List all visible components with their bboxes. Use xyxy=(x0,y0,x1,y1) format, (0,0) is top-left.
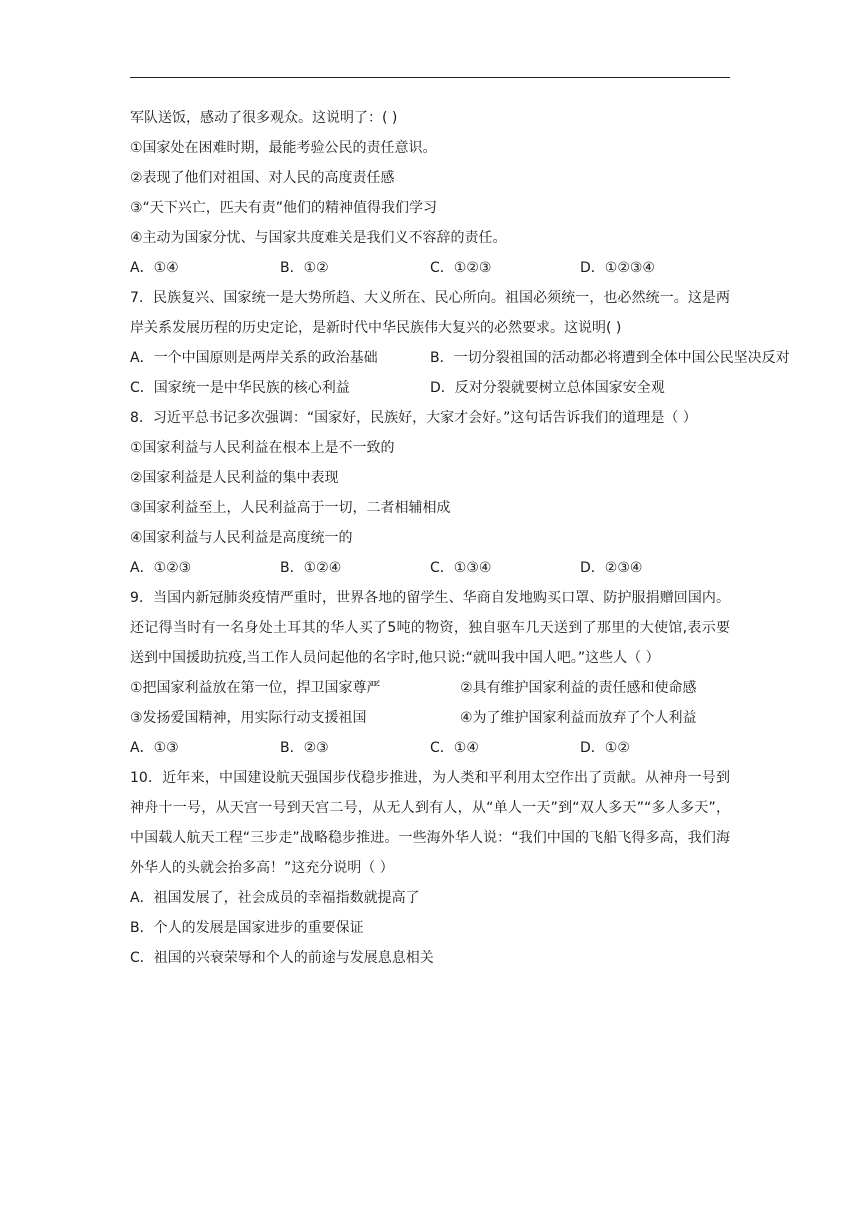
answer-options-row-2 xyxy=(130,373,730,403)
option-d[interactable]: D．反对分裂就要树立总体国家安全观 xyxy=(430,380,665,396)
option-a[interactable]: A．一个中国原则是两岸关系的政治基础 xyxy=(130,350,378,366)
statement-item: ②具有维护国家利益的责任感和使命感 xyxy=(460,680,697,696)
statement-item: ①国家处在困难时期，最能考验公民的责任意识。 xyxy=(130,140,437,156)
question-stem: 10．近年来，中国建设航天强国步伐稳步推进，为人类和平利用太空作出了贡献。从神舟一号到神舟十一号，从天宫一号到天宫二号，从无人到有人，从“单人一天”到“双人多天”“多人多天”，中国载人航天工程“三步走”战略稳步推进。一些海外华人说：“我们中国的飞船飞得多高，我们海外华人的头就会抬多高！”这充分说明（ ） xyxy=(130,770,730,876)
option-c[interactable]: C．①④ xyxy=(430,740,479,756)
option-c[interactable]: C．国家统一是中华民族的核心利益 xyxy=(130,380,350,396)
statement-item: ④国家利益与人民利益是高度统一的 xyxy=(130,530,353,546)
question-10 xyxy=(130,763,730,973)
statement-item: ②表现了他们对祖国、对人民的高度责任感 xyxy=(130,170,395,186)
statement-item: ①把国家利益放在第一位，捍卫国家尊严 xyxy=(130,680,381,696)
option-c[interactable]: C．祖国的兴衰荣辱和个人的前途与发展息息相关 xyxy=(130,950,434,966)
option-b[interactable]: B．②③ xyxy=(280,740,329,756)
option-b-text: B．一切分裂祖国的活动都必将遭到全体中国公民坚决反对 xyxy=(430,350,790,366)
answer-options xyxy=(130,553,730,583)
option-b[interactable] xyxy=(430,343,790,373)
option-d[interactable]: D．①②③④ xyxy=(580,260,655,276)
option-c[interactable]: C．①②③ xyxy=(430,260,492,276)
question-7 xyxy=(130,283,790,403)
question-stem: 军队送饭，感动了很多观众。这说明了：( ) xyxy=(130,110,398,126)
statement-item: ②国家利益是人民利益的集中表现 xyxy=(130,470,339,486)
option-d[interactable]: D．②③④ xyxy=(580,560,643,576)
answer-options xyxy=(130,253,730,283)
statement-item: ④为了维护国家利益而放弃了个人利益 xyxy=(460,710,697,726)
option-b[interactable]: B．①②④ xyxy=(280,560,342,576)
question-8 xyxy=(130,403,730,583)
answer-options-row-1 xyxy=(130,343,790,373)
header-rule xyxy=(130,77,730,78)
option-b[interactable]: B．①② xyxy=(280,260,329,276)
answer-options xyxy=(130,733,730,763)
question-6 xyxy=(130,103,730,283)
question-stem: 9．当国内新冠肺炎疫情严重时，世界各地的留学生、华商自发地购买口罩、防护服捐赠回国内。还记得当时有一名身处土耳其的华人买了5吨的物资，独自驱车几天送到了那里的大使馆,表示要送到中国援助抗疫,当工作人员问起他的名字时,他只说:“就叫我中国人吧。”这些人（ ） xyxy=(130,590,730,666)
question-9 xyxy=(130,583,730,763)
option-a[interactable]: A．祖国发展了，社会成员的幸福指数就提高了 xyxy=(130,890,420,906)
statement-item: ①国家利益与人民利益在根本上是不一致的 xyxy=(130,440,395,456)
statement-item: ③国家利益至上，人民利益高于一切，二者相辅相成 xyxy=(130,500,451,516)
statement-pair-1 xyxy=(130,673,730,703)
statement-item: ③发扬爱国精神，用实际行动支援祖国 xyxy=(130,710,367,726)
option-a[interactable]: A．①④ xyxy=(130,260,179,276)
question-stem: 7．民族复兴、国家统一是大势所趋、大义所在、民心所向。祖国必须统一，也必然统一。这是两岸关系发展历程的历史定论，是新时代中华民族伟大复兴的必然要求。这说明( ) xyxy=(130,290,730,336)
document-body xyxy=(130,103,790,973)
option-a[interactable]: A．①③ xyxy=(130,740,179,756)
option-c[interactable]: C．①③④ xyxy=(430,560,492,576)
option-a[interactable]: A．①②③ xyxy=(130,560,192,576)
option-b[interactable]: B．个人的发展是国家进步的重要保证 xyxy=(130,920,364,936)
option-d[interactable]: D．①② xyxy=(580,740,630,756)
statement-item: ④主动为国家分忧、与国家共度难关是我们义不容辞的责任。 xyxy=(130,230,507,246)
statement-item: ③“天下兴亡，匹夫有责”他们的精神值得我们学习 xyxy=(130,200,438,216)
statement-pair-2 xyxy=(130,703,730,733)
question-stem: 8．习近平总书记多次强调：“国家好，民族好，大家才会好。”这句话告诉我们的道理是（ ） xyxy=(130,410,697,426)
